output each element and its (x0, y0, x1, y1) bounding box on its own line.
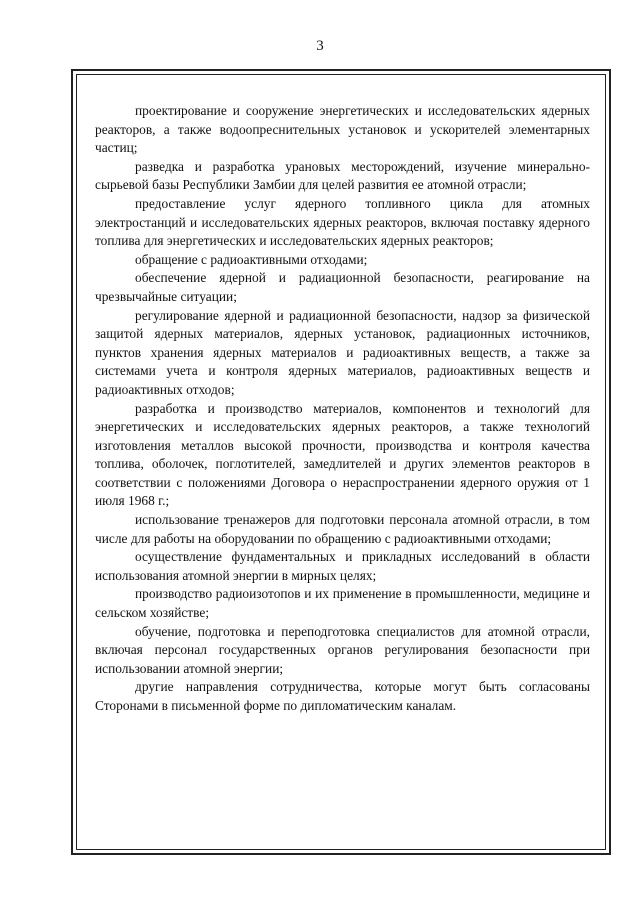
paragraph: обеспечение ядерной и радиационной безопасности, реагирование на чрезвычайные ситуации; (95, 270, 590, 304)
paragraph: обращение с радиоактивными отходами; (135, 251, 368, 267)
paragraph: разработка и производство материалов, компонентов и технологий для энергетических и исследовательских ядерных реакторов, а также технологий изготовления металлов высокой прочности, производства и контроля качества топлива, оболочек, поглотителей, замедлителей и других элементов реакторов в соответствии с положениями Договора о нераспространении ядерного оружия от 1 июля 1968 г.; (95, 400, 590, 509)
paragraph: другие направления сотрудничества, которые могут быть согласованы Сторонами в письменной форме по дипломатическим каналам. (95, 679, 590, 713)
paragraph: использование тренажеров для подготовки персонала атомной отрасли, в том числе для работы на оборудовании по обращению с радиоактивными отходами; (95, 512, 590, 546)
paragraph: разведка и разработка урановых месторождений, изучение минерально-сырьевой базы Республики Замбии для целей развития ее атомной отрасли; (95, 158, 590, 193)
paragraph: проектирование и сооружение энергетических и исследовательских ядерных реакторов, а также водоопреснительных установок и ускорителей элементарных частиц; (95, 103, 590, 156)
paragraph: производство радиоизотопов и их применение в промышленности, медицине и сельском хозяйстве; (95, 586, 590, 621)
paragraph: обучение, подготовка и переподготовка специалистов для атомной отрасли, включая персонал государственных органов регулирования безопасности при использовании атомной энергии; (95, 623, 590, 676)
paragraph: осуществление фундаментальных и прикладных исследований в области использования атомной энергии в мирных целях; (95, 549, 590, 583)
document-body (95, 102, 590, 716)
page-number: 3 (316, 38, 324, 54)
paragraph: предоставление услуг ядерного топливного цикла для атомных электростанций и исследовательских ядерных реакторов, включая поставку ядерного топлива для энергетических и исследовательских ядерных реакторов; (95, 195, 590, 249)
paragraph: регулирование ядерной и радиационной безопасности, надзор за физической защитой ядерных материалов, ядерных установок, радиационных источников, пунктов хранения ядерных материалов и радиоактивных веществ, а также за системами учета и контроля ядерных материалов, радиоактивных веществ и радиоактивных отходов; (95, 307, 590, 397)
